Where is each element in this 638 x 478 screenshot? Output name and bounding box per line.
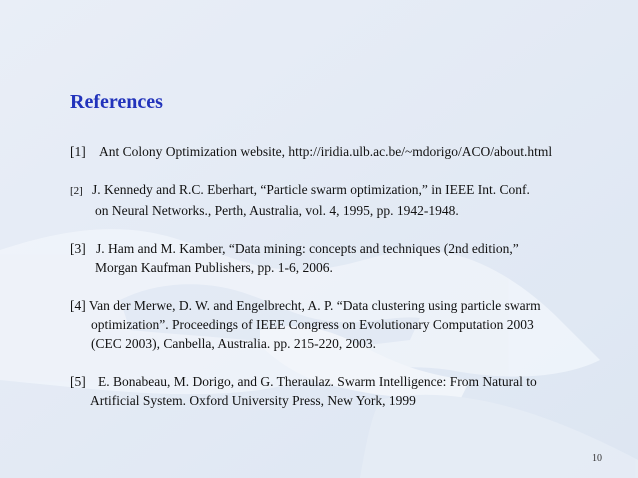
reference-text-line-1: J. Kennedy and R.C. Eberhart, “Particle swarm optimization,” in IEEE Int. Conf. xyxy=(92,182,530,197)
reference-item xyxy=(70,142,610,161)
reference-text-line-1: Van der Merwe, D. W. and Engelbrecht, A. P. “Data clustering using particle swarm xyxy=(88,298,541,313)
reference-number: [5] xyxy=(70,374,86,389)
reference-text-line-1: J. Ham and M. Kamber, “Data mining: concepts and techniques (2nd edition,” xyxy=(96,241,519,256)
reference-number: [2] xyxy=(70,185,83,197)
reference-text-line-1: E. Bonabeau, M. Dorigo, and G. Theraulaz. Swarm Intelligence: From Natural to xyxy=(98,374,537,389)
reference-text-line-2: Artificial System. Oxford University Press, New York, 1999 xyxy=(90,393,416,408)
reference-number: [1] xyxy=(70,144,86,159)
reference-number: [3] xyxy=(70,241,86,256)
reference-item xyxy=(70,180,610,220)
page-number: 10 xyxy=(592,453,602,464)
reference-text: Ant Colony Optimization website, http://iridia.ulb.ac.be/~mdorigo/ACO/about.html xyxy=(99,144,553,159)
reference-item xyxy=(70,239,610,277)
reference-list xyxy=(70,142,610,429)
reference-item xyxy=(70,372,610,410)
reference-number: [4] xyxy=(70,298,86,313)
slide-title: References xyxy=(70,91,163,113)
reference-text-line-2: on Neural Networks., Perth, Australia, vol. 4, 1995, pp. 1942-1948. xyxy=(95,203,459,218)
reference-text-line-2: Morgan Kaufman Publishers, pp. 1-6, 2006. xyxy=(95,260,333,275)
reference-text-line-2: optimization”. Proceedings of IEEE Congress on Evolutionary Computation 2003 xyxy=(91,317,534,332)
reference-item xyxy=(70,296,610,353)
reference-text-line-3: (CEC 2003), Canbella, Australia. pp. 215-220, 2003. xyxy=(91,336,376,351)
